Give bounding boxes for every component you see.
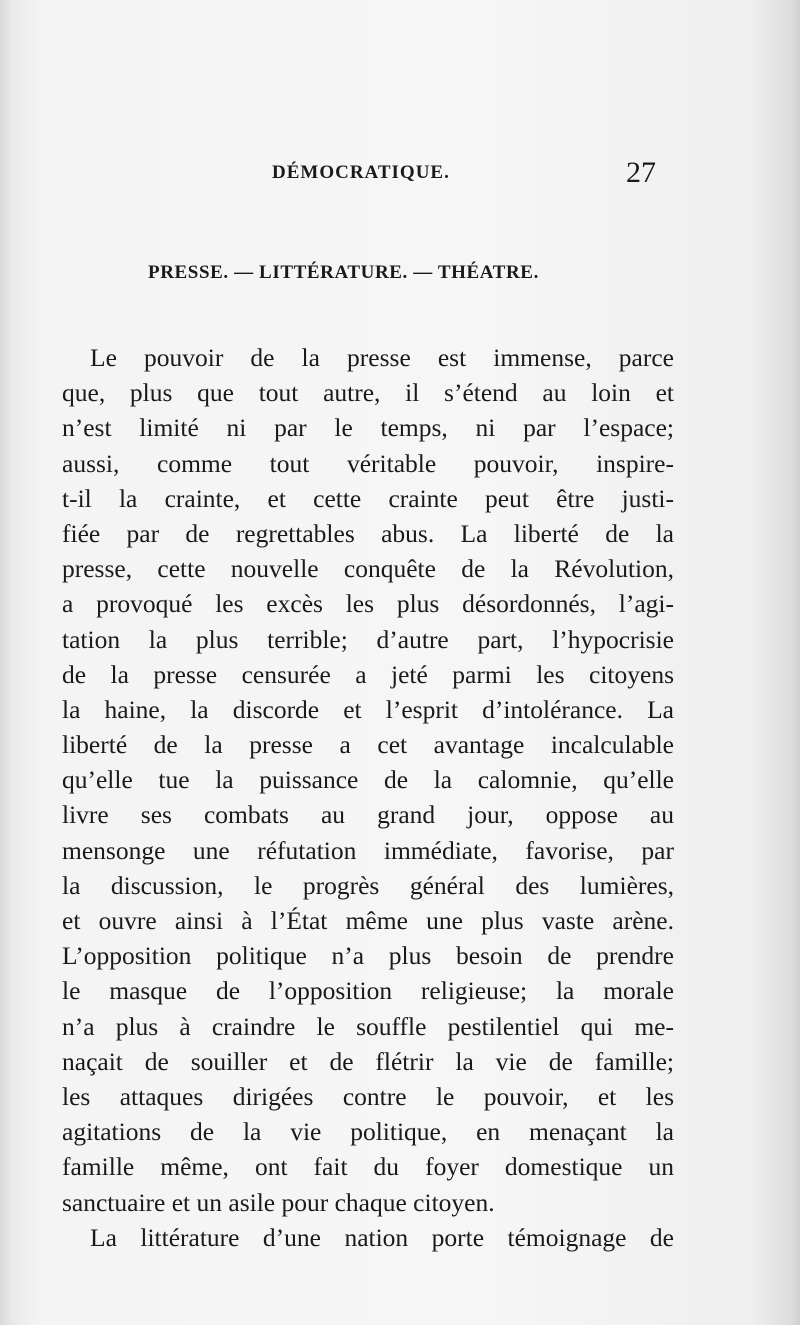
text-line: la discussion, le progrès général des lumières, [62, 870, 674, 900]
text-line: agitations de la vie politique, en menaçant la [62, 1117, 674, 1147]
text-line: famille même, ont fait du foyer domestique un [62, 1152, 674, 1182]
text-line: sanctuaire et un asile pour chaque citoyen. [62, 1187, 495, 1217]
text-line: n’a plus à craindre le souffle pestilentiel qui me- [62, 1011, 674, 1041]
text-line: a provoqué les excès les plus désordonnés, l’agi- [62, 589, 674, 619]
text-line: liberté de la presse a cet avantage incalculable [62, 730, 674, 760]
body-text [62, 340, 674, 1255]
text-line: Le pouvoir de la presse est immense, parce [90, 343, 674, 372]
text-line: aussi, comme tout véritable pouvoir, inspire- [62, 448, 674, 478]
text-line: et ouvre ainsi à l’État même une plus vaste arène. [62, 906, 674, 935]
text-line: le masque de l’opposition religieuse; la morale [62, 976, 674, 1006]
text-line: mensonge une réfutation immédiate, favorise, par [62, 835, 674, 865]
page-header [0, 158, 800, 194]
running-title: DÉMOCRATIQUE. [272, 162, 450, 183]
page-number: 27 [626, 156, 656, 189]
text-line: fiée par de regrettables abus. La liberté de la [62, 518, 674, 548]
text-line: livre ses combats au grand jour, oppose au [62, 800, 674, 830]
text-line: les attaques dirigées contre le pouvoir, et les [62, 1081, 674, 1111]
text-line: n’est limité ni par le temps, ni par l’espace; [62, 413, 674, 443]
text-line: la haine, la discorde et l’esprit d’intolérance. La [62, 694, 674, 724]
text-line: La littérature d’une nation porte témoignage de [90, 1222, 674, 1252]
text-line: tation la plus terrible; d’autre part, l’hypocrisie [62, 624, 674, 654]
text-line: qu’elle tue la puissance de la calomnie, qu’elle [62, 765, 674, 795]
text-line: t-il la crainte, et cette crainte peut être justi- [62, 483, 674, 513]
text-line: de la presse censurée a jeté parmi les citoyens [62, 659, 674, 689]
section-heading: PRESSE. — LITTÉRATURE. — THÉATRE. [148, 262, 539, 283]
text-line: presse, cette nouvelle conquête de la Révolution, [62, 554, 674, 584]
text-line: que, plus que tout autre, il s’étend au loin et [62, 378, 674, 408]
text-line: naçait de souiller et de flétrir la vie de famille; [62, 1046, 674, 1076]
text-line: L’opposition politique n’a plus besoin de prendre [62, 941, 674, 971]
